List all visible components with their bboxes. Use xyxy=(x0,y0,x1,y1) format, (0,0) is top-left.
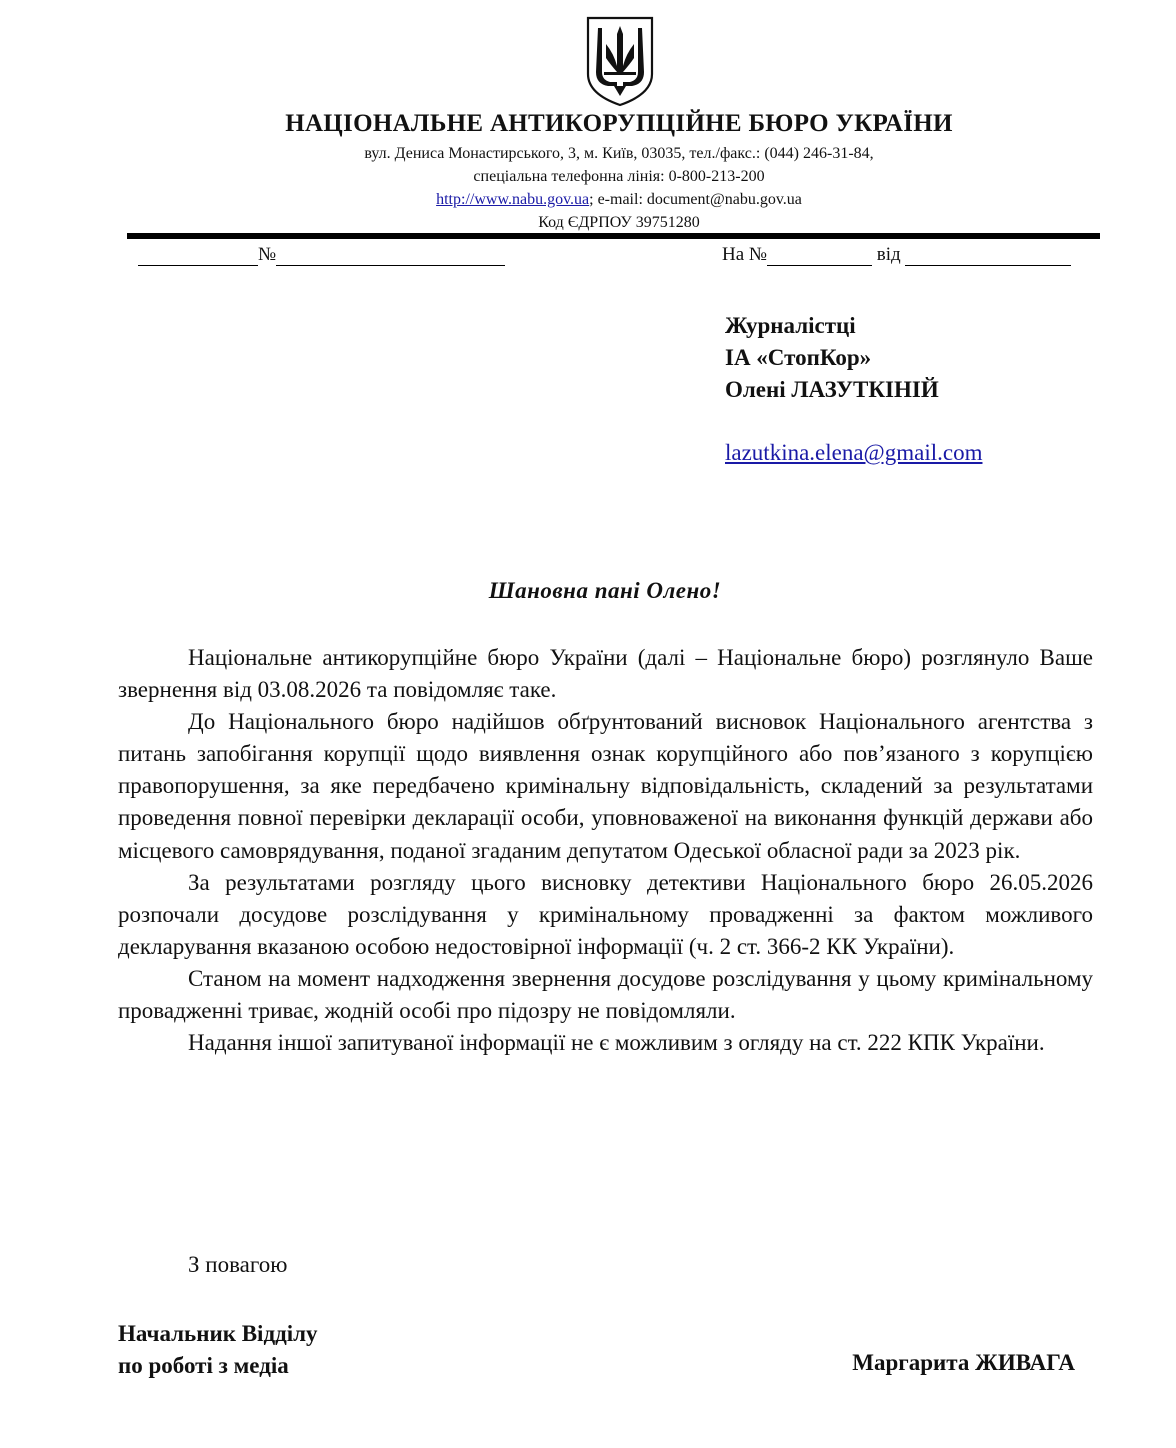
from-label: від xyxy=(876,244,901,265)
recipient-line-3: Олені ЛАЗУТКІНІЙ xyxy=(725,377,939,402)
header-divider xyxy=(127,233,1100,239)
in-reply-blank xyxy=(767,245,872,266)
signatory-name: Маргарита ЖИВАГА xyxy=(852,1350,1075,1375)
signatory-position xyxy=(118,1318,318,1382)
letter-body xyxy=(118,642,1093,1059)
org-name: НАЦІОНАЛЬНЕ АНТИКОРУПЦІЙНЕ БЮРО УКРАЇНИ xyxy=(285,110,953,137)
body-paragraph-1: Національне антикорупційне бюро України (далі – Національне бюро) розглянуло Ваше звернення від 03.08.2026 та повідомляє таке. xyxy=(118,645,1093,703)
org-email: ; e-mail: document@nabu.gov.ua xyxy=(589,191,802,208)
body-paragraph-2: До Національного бюро надійшов обґрунтований висновок Національного агентства з питань запобігання корупції щодо виявлення ознак корупційного або пов’язаного з корупцією правопорушення, за яке передбачено кримінальну відповідальність, складений за результатами проведення повної перевірки декларації особи, уповноваженої на виконання функцій держави або місцевого самоврядування, поданої згаданим депутатом Одеської обласної ради за 2023 рік. xyxy=(118,709,1093,863)
website-link[interactable]: http://www.nabu.gov.ua xyxy=(436,191,590,208)
date-blank xyxy=(138,245,258,266)
org-hotline: спеціальна телефонна лінія: 0-800-213-200 xyxy=(473,168,765,185)
body-paragraph-4: Станом на момент надходження звернення досудове розслідування у цьому кримінальному провадженні триває, жодній особі про підозру не повідомляли. xyxy=(118,965,1093,1024)
org-contacts xyxy=(0,188,1176,211)
recipient-block xyxy=(725,310,939,406)
org-address: вул. Дениса Монастирського, 3, м. Київ, 03035, тел./факс.: (044) 246-31-84, xyxy=(364,145,874,162)
recipient-line-2: ІА «СтопКор» xyxy=(725,345,872,370)
recipient-line-1: Журналістці xyxy=(725,313,856,338)
outgoing-reference xyxy=(138,244,510,270)
from-date-blank xyxy=(905,245,1071,266)
salutation: Шановна пані Олено! xyxy=(488,578,722,603)
body-paragraph-5: Надання іншої запитуваної інформації не є можливим з огляду на ст. 222 КПК України. xyxy=(188,1030,1045,1056)
position-line-1: Начальник Відділу xyxy=(118,1321,318,1346)
org-edrpou: Код ЄДРПОУ 39751280 xyxy=(538,214,700,231)
number-blank xyxy=(276,245,505,266)
position-line-2: по роботі з медіа xyxy=(118,1353,289,1378)
recipient-email-link[interactable]: lazutkina.elena@gmail.com xyxy=(725,440,983,465)
incoming-reference xyxy=(722,244,1100,270)
trident-emblem-icon xyxy=(584,14,656,108)
body-paragraph-3: За результатами розгляду цього висновку детективи Національного бюро 26.05.2026 розпочали досудове розслідування у кримінальному провадженні за фактом можливого декларування вказаною особою недостовірної інформації (ч. 2 ст. 366-2 КК України). xyxy=(118,869,1093,959)
number-sign: № xyxy=(258,244,277,265)
regards: З повагою xyxy=(188,1252,288,1277)
in-reply-label: На № xyxy=(722,244,768,265)
